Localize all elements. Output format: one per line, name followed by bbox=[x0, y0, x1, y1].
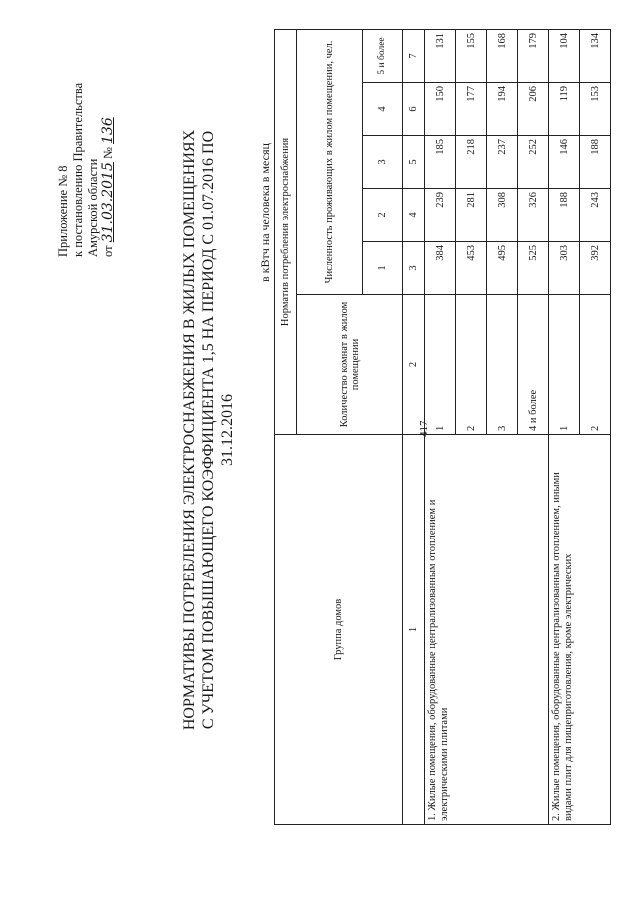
handwritten-number: 136 bbox=[100, 117, 116, 144]
col-number-5: 5 bbox=[403, 136, 425, 189]
page-number: 417 bbox=[418, 420, 430, 437]
rooms-cell: 4 и более bbox=[518, 295, 549, 435]
appendix-date-line bbox=[101, 83, 116, 257]
rooms-cell: 3 bbox=[487, 295, 518, 435]
date-prefix: от bbox=[101, 245, 115, 257]
handwritten-date: 31.03.2015 bbox=[100, 162, 116, 243]
rooms-header: Количество комнат в жилом помещении bbox=[297, 295, 403, 435]
value-cell: 131 bbox=[425, 29, 456, 82]
document-title bbox=[180, 105, 237, 755]
value-cell: 239 bbox=[425, 189, 456, 242]
value-cell: 252 bbox=[518, 136, 549, 189]
value-cell: 155 bbox=[456, 29, 487, 82]
value-cell: 495 bbox=[487, 242, 518, 295]
value-cell: 206 bbox=[518, 83, 549, 136]
value-cell: 218 bbox=[456, 136, 487, 189]
norms-table bbox=[274, 29, 611, 825]
title-line-2: С УЧЕТОМ ПОВЫШАЮЩЕГО КОЭФФИЦИЕНТА 1,5 НА ПЕРИОД С 01.07.2016 ПО 31.12.2016 bbox=[200, 130, 236, 730]
appendix-decree: к постановлению Правительства bbox=[71, 82, 85, 257]
col-number-3: 3 bbox=[403, 242, 425, 295]
value-cell: 146 bbox=[549, 136, 580, 189]
value-cell: 185 bbox=[425, 136, 456, 189]
rooms-cell: 1 bbox=[425, 295, 456, 435]
group-header: Группа домов bbox=[275, 435, 403, 825]
norm-header: Норматив потребления электроснабжения bbox=[275, 29, 297, 434]
value-cell: 177 bbox=[456, 83, 487, 136]
rooms-cell: 2 bbox=[580, 295, 611, 435]
residents-col-2: 2 bbox=[363, 189, 403, 242]
value-cell: 150 bbox=[425, 83, 456, 136]
residents-col-4: 4 bbox=[363, 83, 403, 136]
value-cell: 392 bbox=[580, 242, 611, 295]
value-cell: 525 bbox=[518, 242, 549, 295]
col-number-4: 4 bbox=[403, 189, 425, 242]
residents-col-5: 5 и более bbox=[363, 29, 403, 82]
value-cell: 303 bbox=[549, 242, 580, 295]
value-cell: 453 bbox=[456, 242, 487, 295]
number-label: № bbox=[101, 147, 115, 160]
value-cell: 179 bbox=[518, 29, 549, 82]
group-2-name: 2. Жилые помещения, оборудованные централизованным отоплением, иными видами плит для пищеприготовления, кроме электрических bbox=[549, 435, 611, 825]
value-cell: 134 bbox=[580, 29, 611, 82]
value-cell: 119 bbox=[549, 83, 580, 136]
value-cell: 243 bbox=[580, 189, 611, 242]
value-cell: 194 bbox=[487, 83, 518, 136]
value-cell: 326 bbox=[518, 189, 549, 242]
rooms-cell: 2 bbox=[456, 295, 487, 435]
rooms-cell: 1 bbox=[549, 295, 580, 435]
value-cell: 384 bbox=[425, 242, 456, 295]
residents-header: Численность проживающих в жилом помещении, чел. bbox=[297, 29, 363, 294]
appendix-number: Приложение № 8 bbox=[56, 165, 70, 257]
col-number-7: 7 bbox=[403, 29, 425, 82]
value-cell: 153 bbox=[580, 83, 611, 136]
value-cell: 281 bbox=[456, 189, 487, 242]
col-number-2: 2 bbox=[403, 295, 425, 435]
value-cell: 308 bbox=[487, 189, 518, 242]
value-cell: 168 bbox=[487, 29, 518, 82]
title-line-1: НОРМАТИВЫ ПОТРЕБЛЕНИЯ ЭЛЕКТРОСНАБЖЕНИЯ В ЖИЛЫХ ПОМЕЩЕНИЯХ bbox=[181, 129, 198, 731]
value-cell: 188 bbox=[580, 136, 611, 189]
value-cell: 188 bbox=[549, 189, 580, 242]
value-cell: 237 bbox=[487, 136, 518, 189]
appendix-region: Амурской области bbox=[86, 158, 100, 257]
col-number-1: 1 bbox=[403, 435, 425, 825]
value-cell: 104 bbox=[549, 29, 580, 82]
residents-col-1: 1 bbox=[363, 242, 403, 295]
residents-col-3: 3 bbox=[363, 136, 403, 189]
group-1-name: 1. Жилые помещения, оборудованные централизованным отоплением и электрическими плитами bbox=[425, 435, 549, 825]
units-label: в кВтч на человека в месяц bbox=[258, 143, 272, 282]
appendix-block bbox=[56, 83, 116, 257]
col-number-6: 6 bbox=[403, 83, 425, 136]
